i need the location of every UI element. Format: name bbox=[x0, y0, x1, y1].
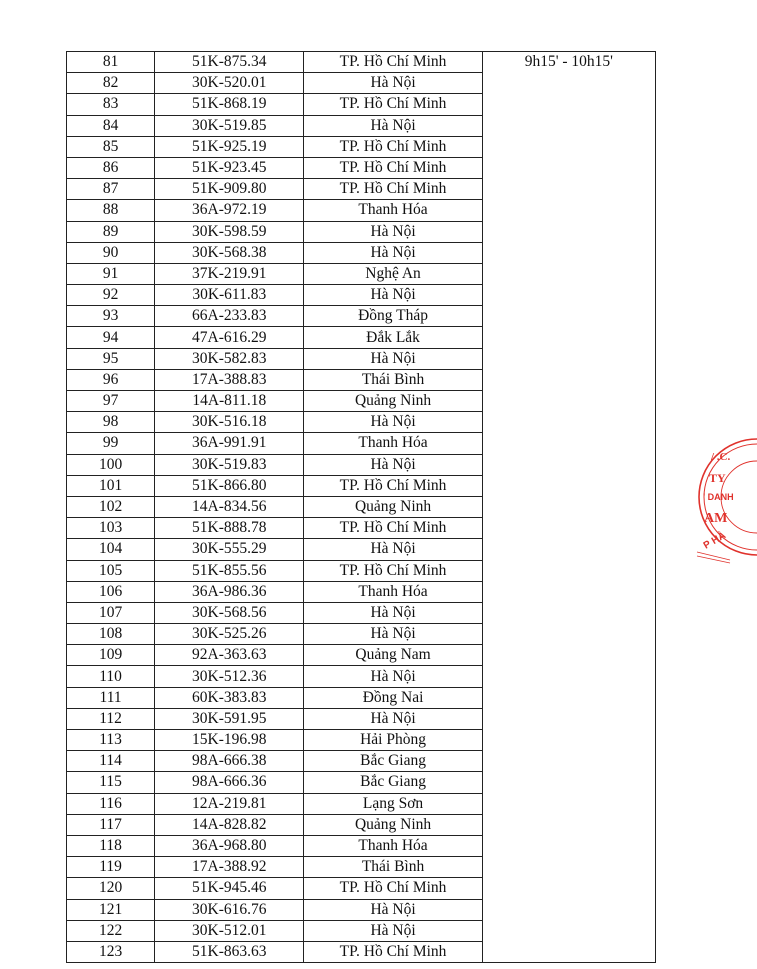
row-number-cell: 106 bbox=[67, 581, 155, 602]
province-cell: TP. Hồ Chí Minh bbox=[304, 157, 482, 178]
row-number-cell: 109 bbox=[67, 645, 155, 666]
license-plate-cell: 36A-986.36 bbox=[155, 581, 304, 602]
svg-text:' DANH: ' DANH bbox=[703, 492, 734, 502]
license-plate-cell: 14A-834.56 bbox=[155, 496, 304, 517]
row-number-cell: 104 bbox=[67, 539, 155, 560]
row-number-cell: 93 bbox=[67, 306, 155, 327]
license-plate-cell: 30K-568.56 bbox=[155, 602, 304, 623]
row-number-cell: 122 bbox=[67, 920, 155, 941]
license-plate-cell: 30K-519.83 bbox=[155, 454, 304, 475]
row-number-cell: 123 bbox=[67, 941, 155, 962]
license-plate-cell: 51K-866.80 bbox=[155, 475, 304, 496]
province-cell: Quảng Nam bbox=[304, 645, 482, 666]
license-plate-cell: 36A-972.19 bbox=[155, 200, 304, 221]
province-cell: Lạng Sơn bbox=[304, 793, 482, 814]
license-plate-cell: 51K-925.19 bbox=[155, 136, 304, 157]
province-cell: Hà Nội bbox=[304, 221, 482, 242]
row-number-cell: 107 bbox=[67, 602, 155, 623]
province-cell: Đồng Nai bbox=[304, 687, 482, 708]
row-number-cell: 81 bbox=[67, 52, 155, 73]
row-number-cell: 99 bbox=[67, 433, 155, 454]
row-number-cell: 119 bbox=[67, 857, 155, 878]
province-cell: Thái Bình bbox=[304, 857, 482, 878]
license-plate-cell: 12A-219.81 bbox=[155, 793, 304, 814]
province-cell: Hà Nội bbox=[304, 624, 482, 645]
province-cell: Hà Nội bbox=[304, 666, 482, 687]
row-number-cell: 111 bbox=[67, 687, 155, 708]
license-plate-cell: 51K-909.80 bbox=[155, 179, 304, 200]
svg-text:/ .C.: / .C. bbox=[711, 451, 731, 463]
license-plate-cell: 30K-525.26 bbox=[155, 624, 304, 645]
province-cell: Quảng Ninh bbox=[304, 496, 482, 517]
province-cell: TP. Hồ Chí Minh bbox=[304, 475, 482, 496]
province-cell: Thanh Hóa bbox=[304, 581, 482, 602]
license-plate-cell: 51K-855.56 bbox=[155, 560, 304, 581]
province-cell: Hà Nội bbox=[304, 920, 482, 941]
time-slot-cell: 9h15' - 10h15' bbox=[482, 52, 655, 963]
province-cell: TP. Hồ Chí Minh bbox=[304, 136, 482, 157]
province-cell: Bắc Giang bbox=[304, 751, 482, 772]
license-plate-cell: 51K-875.34 bbox=[155, 52, 304, 73]
row-number-cell: 89 bbox=[67, 221, 155, 242]
province-cell: TP. Hồ Chí Minh bbox=[304, 179, 482, 200]
license-plate-cell: 30K-516.18 bbox=[155, 412, 304, 433]
license-plate-cell: 15K-196.98 bbox=[155, 730, 304, 751]
license-plate-cell: 30K-616.76 bbox=[155, 899, 304, 920]
plate-auction-table bbox=[66, 51, 656, 963]
province-cell: TP. Hồ Chí Minh bbox=[304, 52, 482, 73]
license-plate-cell: 98A-666.38 bbox=[155, 751, 304, 772]
license-plate-cell: 30K-519.85 bbox=[155, 115, 304, 136]
license-plate-cell: 92A-363.63 bbox=[155, 645, 304, 666]
row-number-cell: 85 bbox=[67, 136, 155, 157]
province-cell: Bắc Giang bbox=[304, 772, 482, 793]
row-number-cell: 102 bbox=[67, 496, 155, 517]
row-number-cell: 91 bbox=[67, 263, 155, 284]
province-cell: Hà Nội bbox=[304, 242, 482, 263]
license-plate-cell: 36A-991.91 bbox=[155, 433, 304, 454]
row-number-cell: 92 bbox=[67, 285, 155, 306]
license-plate-cell: 47A-616.29 bbox=[155, 327, 304, 348]
license-plate-cell: 30K-611.83 bbox=[155, 285, 304, 306]
row-number-cell: 113 bbox=[67, 730, 155, 751]
province-cell: Hà Nội bbox=[304, 348, 482, 369]
province-cell: Hà Nội bbox=[304, 454, 482, 475]
row-number-cell: 100 bbox=[67, 454, 155, 475]
row-number-cell: 97 bbox=[67, 391, 155, 412]
row-number-cell: 114 bbox=[67, 751, 155, 772]
row-number-cell: 103 bbox=[67, 518, 155, 539]
license-plate-cell: 30K-512.36 bbox=[155, 666, 304, 687]
row-number-cell: 108 bbox=[67, 624, 155, 645]
license-plate-cell: 30K-512.01 bbox=[155, 920, 304, 941]
province-cell: Quảng Ninh bbox=[304, 391, 482, 412]
row-number-cell: 87 bbox=[67, 179, 155, 200]
province-cell: Hà Nội bbox=[304, 899, 482, 920]
license-plate-cell: 30K-582.83 bbox=[155, 348, 304, 369]
province-cell: TP. Hồ Chí Minh bbox=[304, 878, 482, 899]
license-plate-cell: 51K-888.78 bbox=[155, 518, 304, 539]
row-number-cell: 115 bbox=[67, 772, 155, 793]
license-plate-cell: 30K-568.38 bbox=[155, 242, 304, 263]
row-number-cell: 101 bbox=[67, 475, 155, 496]
province-cell: Hà Nội bbox=[304, 412, 482, 433]
province-cell: Thanh Hóa bbox=[304, 200, 482, 221]
row-number-cell: 90 bbox=[67, 242, 155, 263]
license-plate-cell: 51K-945.46 bbox=[155, 878, 304, 899]
license-plate-cell: 17A-388.83 bbox=[155, 369, 304, 390]
province-cell: Hải Phòng bbox=[304, 730, 482, 751]
row-number-cell: 121 bbox=[67, 899, 155, 920]
row-number-cell: 117 bbox=[67, 814, 155, 835]
table-body bbox=[67, 52, 656, 963]
license-plate-cell: 51K-923.45 bbox=[155, 157, 304, 178]
province-cell: Đồng Tháp bbox=[304, 306, 482, 327]
row-number-cell: 82 bbox=[67, 73, 155, 94]
row-number-cell: 105 bbox=[67, 560, 155, 581]
province-cell: Thanh Hóa bbox=[304, 433, 482, 454]
province-cell: Thanh Hóa bbox=[304, 835, 482, 856]
province-cell: Nghệ An bbox=[304, 263, 482, 284]
license-plate-cell: 14A-811.18 bbox=[155, 391, 304, 412]
license-plate-cell: 30K-520.01 bbox=[155, 73, 304, 94]
row-number-cell: 120 bbox=[67, 878, 155, 899]
red-seal-stamp bbox=[697, 430, 734, 565]
province-cell: Hà Nội bbox=[304, 708, 482, 729]
province-cell: TP. Hồ Chí Minh bbox=[304, 941, 482, 962]
province-cell: Hà Nội bbox=[304, 285, 482, 306]
row-number-cell: 112 bbox=[67, 708, 155, 729]
row-number-cell: 98 bbox=[67, 412, 155, 433]
svg-text:TY: TY bbox=[709, 471, 726, 485]
row-number-cell: 86 bbox=[67, 157, 155, 178]
row-number-cell: 88 bbox=[67, 200, 155, 221]
province-cell: Hà Nội bbox=[304, 73, 482, 94]
svg-text:P HÀ: P HÀ bbox=[701, 530, 728, 552]
license-plate-cell: 51K-868.19 bbox=[155, 94, 304, 115]
row-number-cell: 95 bbox=[67, 348, 155, 369]
license-plate-cell: 66A-233.83 bbox=[155, 306, 304, 327]
province-cell: Thái Bình bbox=[304, 369, 482, 390]
license-plate-cell: 37K-219.91 bbox=[155, 263, 304, 284]
license-plate-cell: 17A-388.92 bbox=[155, 857, 304, 878]
license-plate-cell: 30K-598.59 bbox=[155, 221, 304, 242]
province-cell: TP. Hồ Chí Minh bbox=[304, 560, 482, 581]
license-plate-cell: 30K-555.29 bbox=[155, 539, 304, 560]
row-number-cell: 83 bbox=[67, 94, 155, 115]
license-plate-cell: 14A-828.82 bbox=[155, 814, 304, 835]
province-cell: Hà Nội bbox=[304, 115, 482, 136]
license-plate-cell: 51K-863.63 bbox=[155, 941, 304, 962]
row-number-cell: 84 bbox=[67, 115, 155, 136]
license-plate-cell: 60K-383.83 bbox=[155, 687, 304, 708]
svg-text:AM: AM bbox=[704, 511, 728, 526]
row-number-cell: 116 bbox=[67, 793, 155, 814]
license-plate-cell: 36A-968.80 bbox=[155, 835, 304, 856]
table-row bbox=[67, 52, 656, 73]
row-number-cell: 110 bbox=[67, 666, 155, 687]
province-cell: Hà Nội bbox=[304, 539, 482, 560]
province-cell: Hà Nội bbox=[304, 602, 482, 623]
province-cell: TP. Hồ Chí Minh bbox=[304, 518, 482, 539]
license-plate-cell: 30K-591.95 bbox=[155, 708, 304, 729]
province-cell: Đắk Lắk bbox=[304, 327, 482, 348]
row-number-cell: 94 bbox=[67, 327, 155, 348]
row-number-cell: 118 bbox=[67, 835, 155, 856]
row-number-cell: 96 bbox=[67, 369, 155, 390]
province-cell: Quảng Ninh bbox=[304, 814, 482, 835]
province-cell: TP. Hồ Chí Minh bbox=[304, 94, 482, 115]
license-plate-cell: 98A-666.36 bbox=[155, 772, 304, 793]
